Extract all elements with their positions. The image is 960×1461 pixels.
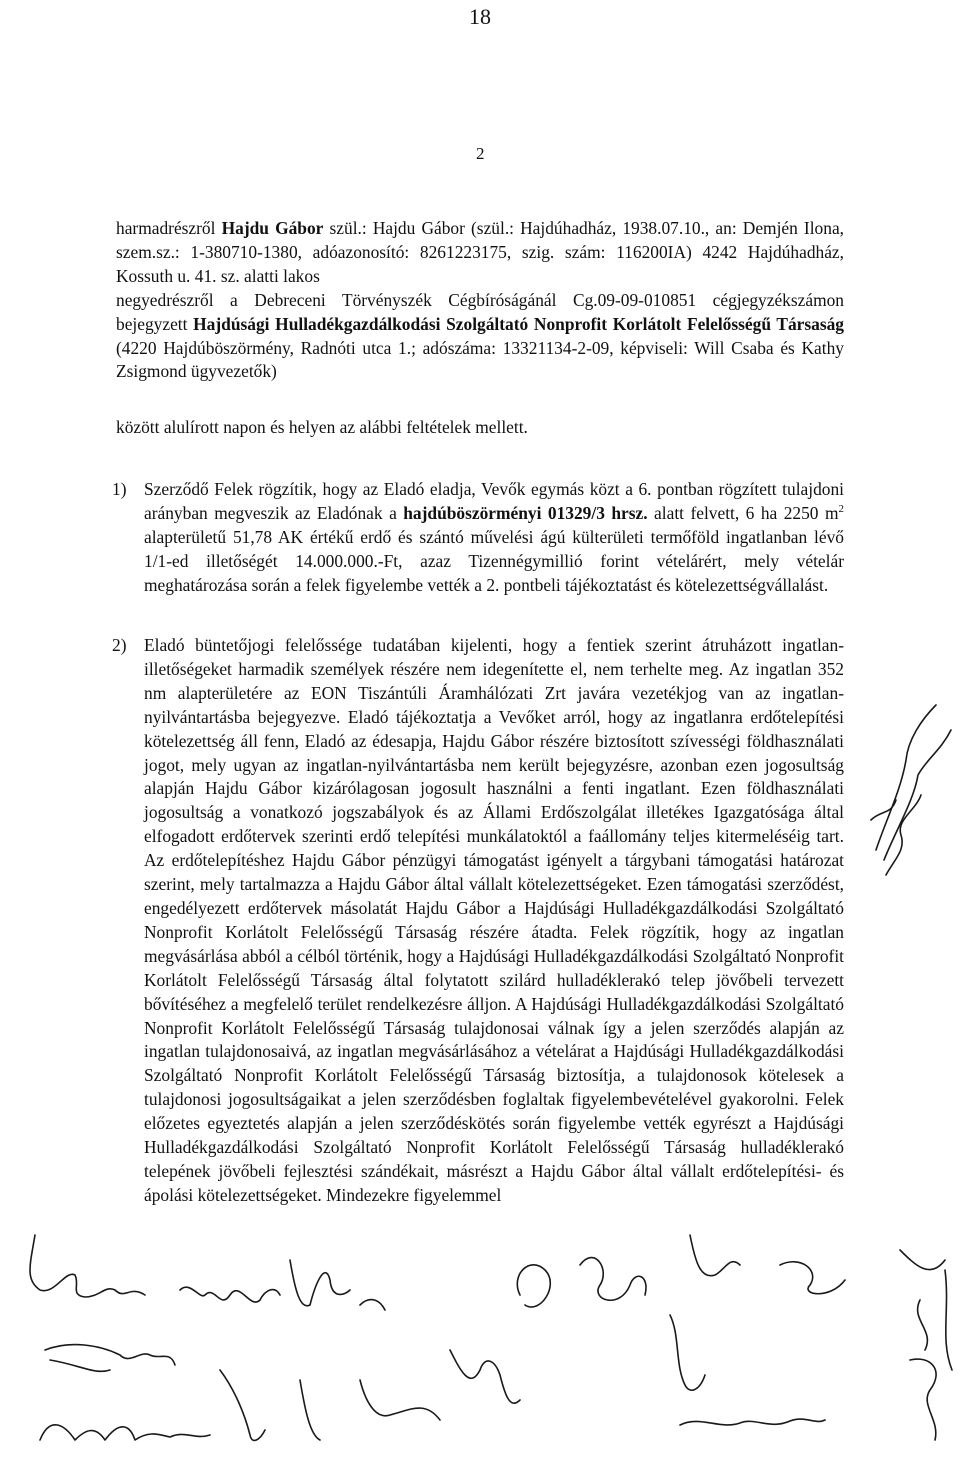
clause-1 <box>112 478 844 598</box>
parties-text-1: harmadrészről <box>116 218 222 238</box>
company-name: Hajdúsági Hulladékgazdálkodási Szolgáltató Nonprofit Korlátolt Felelősségű Társaság <box>193 313 844 334</box>
page-number-inner: 2 <box>476 144 485 163</box>
clause-1-number: 1) <box>112 479 127 499</box>
parties-text-2: szül.: Hajdu Gábor (szül.: Hajdúhadház, 1938.07.10., an: Demjén Ilona, szem.sz.: 1-380710-1380, adóazonosító: 8261223175, szig. szám: 116200IA) 4242 Hajdúhadház, Kossuth u. 41. sz. alatti lakos <box>116 218 845 286</box>
signature-center <box>150 1250 530 1460</box>
signature-right <box>500 1225 860 1455</box>
party-name: Hajdu Gábor <box>221 218 324 238</box>
area-superscript: 2 <box>838 503 844 516</box>
page-number-top: 18 <box>469 4 491 29</box>
parties-text-3: negyedrészről a Debreceni Törvényszék Cégbíróságánál Cg.09-09-010851 cégjegyzékszámon bejegyzett <box>116 289 844 334</box>
clause-1-text-3: alapterületű 51,78 AK értékű erdő és szántó művelési ágú külterületi termőföld ingatlanban lévő 1/1-ed illetőségét 14.000.000.-Ft, azaz Tizennégymillió forint vételárért, mely vételár meghatározása során a felek figyelembe vették a 2. pontbeli tájékoztatást és kötelezettségvállalást. <box>144 526 844 595</box>
clause-1-text-1: Szerződő Felek rögzítik, hogy az Eladó eladja, Vevők egymás közt a 6. pontban rögzített tulajdoni arányban megveszik az Eladónak a <box>144 479 844 523</box>
clause-2-body: Eladó büntetőjogi felelőssége tudatában kijelenti, hogy a fentiek szerint átruházott ingatlan-illetőségeket harmadik személyek részére nem idegenítette el, nem terhelte meg. Az ingatlan 352 nm alapterületére az EON Tiszántúli Áramhálózati Zrt javára vezetékjog van az ingatlan-nyilvántartásba bejegyezve. Eladó tájékoztatja a Vevőket arról, hogy az ingatlanra erdőtelepítési kötelezettség áll fenn, Eladó az édesapja, Hajdu Gábor részére biztosított szívességi földhasználati jogot, mely ugyan az ingatlan-nyilvántartásba nem került bejegyzésre, azonban ezen jogosultság alapján Hajdu Gábor kizárólagosan jogosult használni a fenti ingatlant. Ezen földhasználati jogosultság a vonatkozó jogszabályok és az Állami Erdőszolgálat illetékes Igazgatósága által elfogadott erdőtervek szerinti erdő telepítési munkálatoktól a faállomány teljes kitermeléséig tart. Az erdőtelepítéshez Hajdu Gábor pénzügyi támogatást igényelt a tárgybani támogatási határozat szerint, mely tartalmazza a Hajdu Gábor által vállalt kötelezettségeket. Ezen támogatási szerződést, engedélyezett erdőtervek másolatát Hajdu Gábor a Hajdúsági Hulladékgazdálkodási Szolgáltató Nonprofit Korlátolt Felelősségű Társaság részére átadta. Felek rögzítik, hogy az ingatlan megvásárlása abból a célból történik, hogy a Hajdúsági Hulladékgazdálkodási Szolgáltató Nonprofit Korlátolt Felelősségű Társaság által folytatott szilárd hulladéklerakó telep jövőbeli tervezett bővítéséhez a megfelelő terület rendelkezésre álljon. A Hajdúsági Hulladékgazdálkodási Szolgáltató Nonprofit Korlátolt Felelősségű Társaság tulajdonosai válnak így a jelen szerződés alapján az ingatlan tulajdonosaivá, az ingatlan megvásárlásához a vételárat a Hajdúsági Hulladékgazdálkodási Szolgáltató Nonprofit Korlátolt Felelősségű Társaság biztosítja, a tulajdonosok kötelesek a tulajdonosi jogosultságaikat a jelen szerződésben foglaltak figyelembevételével gyakorolni. Felek előzetes egyeztetés alapján a jelen szerződéskötés során figyelembe vették egyrészt a Hajdúsági Hulladékgazdálkodási Szolgáltató Nonprofit Korlátolt Felelősségű Társaság hulladéklerakó telepének jövőbeli fejlesztési szándékait, másrészt a Hajdu Gábor által vállalt erdőtelepítési- és ápolási kötelezettségeket. Mindezekre figyelemmel <box>144 635 844 1205</box>
margin-signature-right <box>866 700 956 890</box>
clause-2 <box>112 634 844 1208</box>
parcel-number: hajdúböszörményi 01329/3 hrsz. <box>403 502 648 523</box>
margin-signature-far-right <box>890 1230 960 1450</box>
intro-line: között alulírott napon és helyen az alábbi feltételek mellett. <box>116 417 528 437</box>
clause-1-text-2: alatt felvett, 6 ha 2250 m <box>647 502 839 523</box>
parties-paragraph <box>116 217 844 384</box>
clause-2-number: 2) <box>112 635 127 655</box>
clause-1-body <box>144 478 844 598</box>
parties-text-4: (4220 Hajdúböszörmény, Radnóti utca 1.; adószáma: 13321134-2-09, képviseli: Will Csaba és Kathy Zsigmond ügyvezetők) <box>116 337 844 382</box>
